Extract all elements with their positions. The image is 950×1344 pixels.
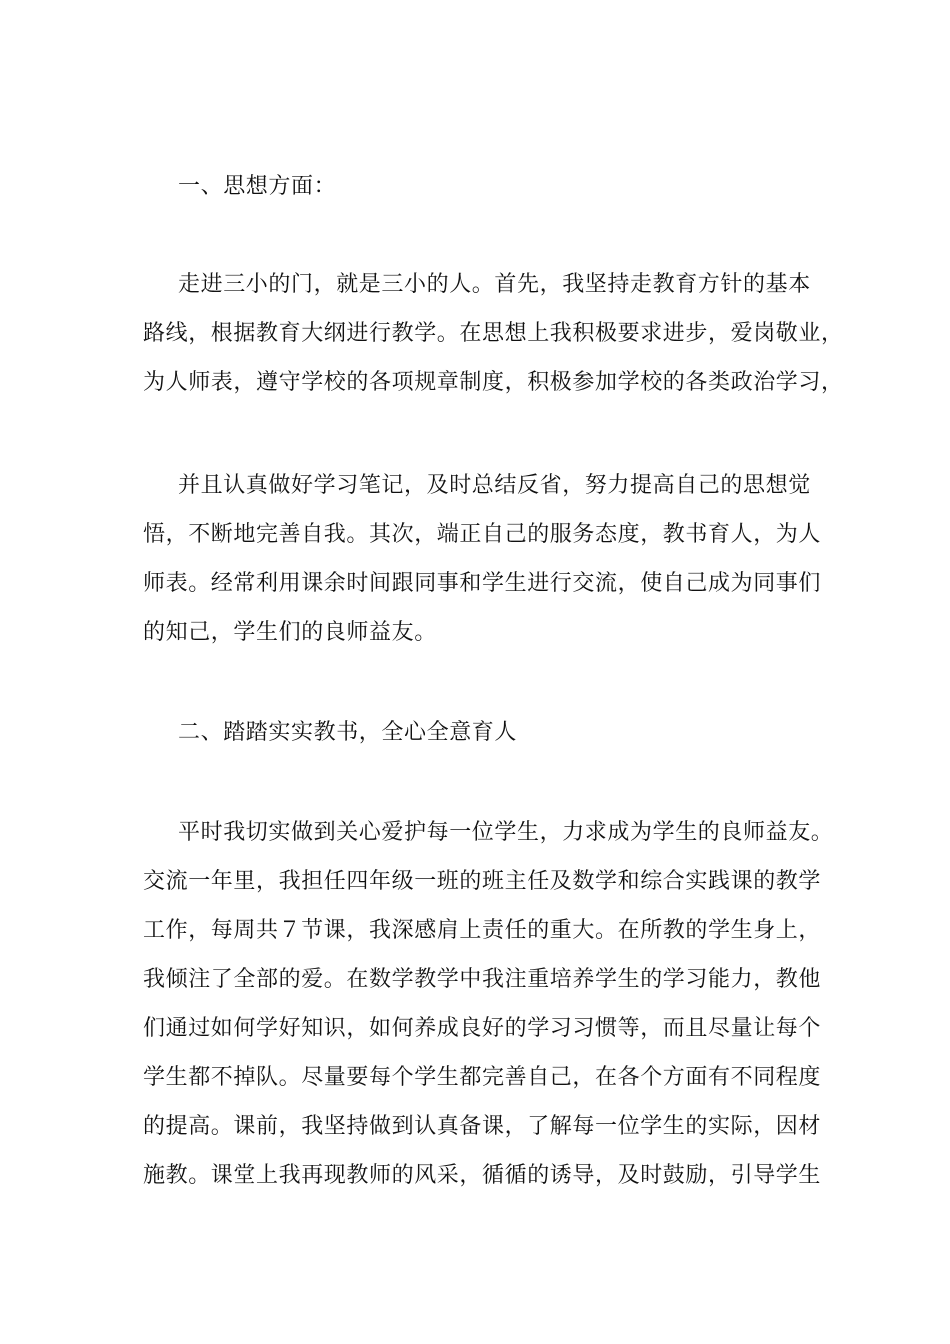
paragraph-2-line-4: 的知己，学生们的良师益友。	[143, 620, 437, 645]
paragraph-2-line-3: 师表。经常利用课余时间跟同事和学生进行交流，使自己成为同事们	[143, 571, 822, 596]
paragraph-3-line-4: 我倾注了全部的爱。在数学教学中我注重培养学生的学习能力，教他	[143, 967, 822, 992]
paragraph-3-line-2: 交流一年里，我担任四年级一班的班主任及数学和综合实践课的教学	[143, 869, 822, 894]
paragraph-3-line-5: 们通过如何学好知识，如何养成良好的学习习惯等，而且尽量让每个	[143, 1016, 822, 1041]
paragraph-3-line-7: 的提高。课前，我坚持做到认真备课，了解每一位学生的实际，因材	[143, 1114, 822, 1139]
paragraph-3-line-3: 工作，每周共７节课，我深感肩上责任的重大。在所教的学生身上，	[143, 918, 822, 943]
paragraph-3-line-6: 学生都不掉队。尽量要每个学生都完善自己，在各个方面有不同程度	[143, 1065, 822, 1090]
paragraph-1-line-3: 为人师表，遵守学校的各项规章制度，积极参加学校的各类政治学习，	[143, 370, 844, 395]
paragraph-1-line-1: 走进三小的门，就是三小的人。首先，我坚持走教育方针的基本	[178, 272, 811, 297]
paragraph-2-line-2: 悟，不断地完善自我。其次，端正自己的服务态度，教书育人，为人	[143, 522, 822, 547]
paragraph-3-line-8: 施教。课堂上我再现教师的风采，循循的诱导，及时鼓励，引导学生	[143, 1163, 822, 1188]
section-heading-2: 二、踏踏实实教书，全心全意育人	[178, 720, 518, 745]
paragraph-1-line-2: 路线，根据教育大纲进行教学。在思想上我积极要求进步，爱岗敬业，	[143, 321, 844, 346]
paragraph-2-line-1: 并且认真做好学习笔记，及时总结反省，努力提高自己的思想觉	[178, 473, 811, 498]
section-heading-1: 一、思想方面：	[178, 174, 337, 199]
paragraph-3-line-1: 平时我切实做到关心爱护每一位学生，力求成为学生的良师益友。	[178, 820, 834, 845]
